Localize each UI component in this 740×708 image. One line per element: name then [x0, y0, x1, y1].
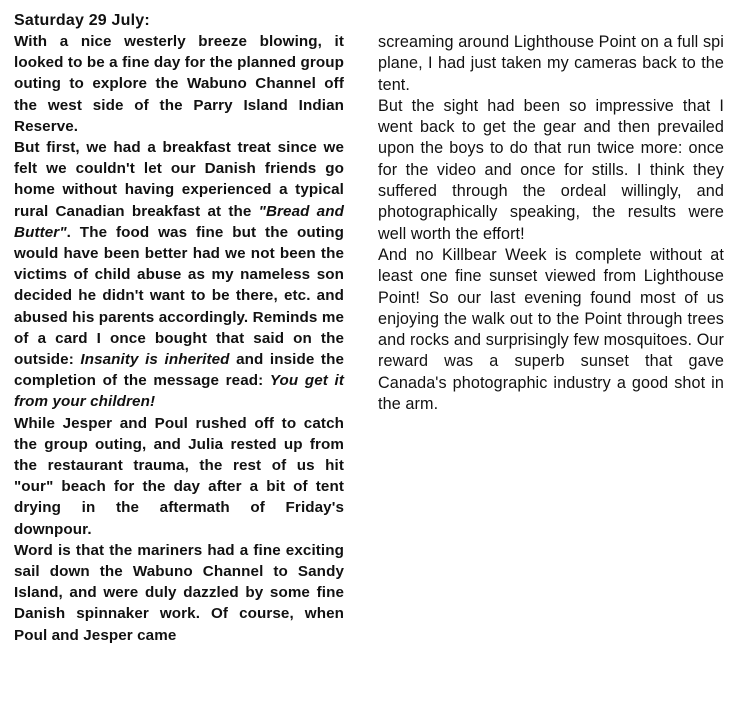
paragraph-breakfast: [14, 137, 344, 413]
paragraph-breeze: With a nice westerly breeze blowing, it looked to be a fine day for the planned group outing to explore the Wabuno Channel off the west side of the Parry Island Indian Reserve.: [14, 33, 344, 135]
left-column: [14, 10, 344, 646]
card-outside-text: Insanity is inherited: [80, 351, 230, 369]
paragraph-photography: But the sight had been so impressive that I went back to get the gear and then prevailed upon the boys to do that run twice more: once for the video and once for stills. I think they suffered through the ordeal willingly, and photographically speaking, the results were well worth the effort!: [378, 96, 724, 243]
paragraph-beach: While Jesper and Poul rushed off to catch the group outing, and Julia rested up from the restaurant trauma, the rest of us hit "our" beach for the day after a bit of tent drying in the aftermath of Friday's downpour.: [14, 414, 344, 538]
paragraph-spi-plane: screaming around Lighthouse Point on a full spi plane, I had just taken my cameras back to the tent.: [378, 33, 724, 94]
date-heading: Saturday 29 July:: [14, 12, 150, 29]
paragraph-sunset: And no Killbear Week is complete without at least one fine sunset viewed from Lighthouse Point! So our last evening found most of us enjoying the walk out to the Point through trees and rocks and surprisingly few mosquitoes. Our reward was a superb sunset that gave Canada's photographic industry a good shot in the arm.: [378, 245, 724, 414]
breakfast-text-2: . The food was fine but the outing would have been better had we not been the victims of child abuse as my nameless son decided he didn't want to be there, etc. and abused his parents accordingly. Reminds me of a card I once bought that said on the outside:: [14, 223, 344, 369]
restaurant-name: "Bread and Butter": [14, 202, 344, 241]
breakfast-text-1: But first, we had a breakfast treat since we felt we couldn't let our Danish friends go home without having experienced a typical rural Canadian breakfast at the: [14, 139, 344, 220]
paragraph-sail: Word is that the mariners had a fine exciting sail down the Wabuno Channel to Sandy Island, and were duly dazzled by some fine Danish spinnaker work. Of course, when Poul and Jesper came: [14, 541, 344, 644]
right-column: [378, 32, 724, 415]
card-inside-text: You get it from your children!: [14, 372, 344, 411]
breakfast-text-3: and inside the completion of the message read:: [14, 351, 344, 390]
